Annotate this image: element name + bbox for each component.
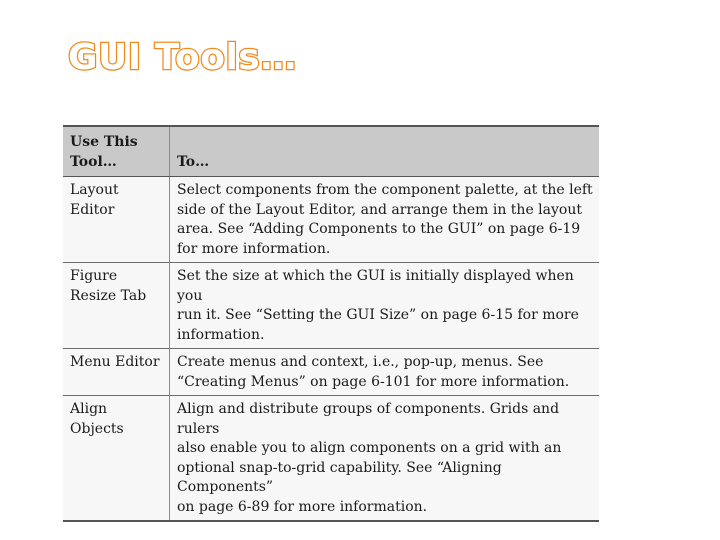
tool-name-cell: Layout Editor xyxy=(63,177,170,263)
slide-title: GUI Tools… xyxy=(68,37,297,78)
tool-description-cell: Align and distribute groups of components. Grids and rulers also enable you to align components on a grid with an optional snap-to-grid capability. See “Aligning Components” on page 6-89 for more information. xyxy=(170,396,600,522)
gui-tools-table xyxy=(63,125,599,522)
tool-name-cell: Figure Resize Tab xyxy=(63,263,170,349)
tool-description-cell: Create menus and context, i.e., pop-up, menus. See “Creating Menus” on page 6-101 for more information. xyxy=(170,349,600,396)
header-use-this-tool: Use This Tool… xyxy=(63,126,170,177)
header-to: To… xyxy=(170,126,600,177)
table-row xyxy=(63,349,599,396)
table-row xyxy=(63,396,599,522)
table-row xyxy=(63,263,599,349)
tool-name-cell: Menu Editor xyxy=(63,349,170,396)
table-row xyxy=(63,177,599,263)
tool-description-cell: Select components from the component palette, at the left side of the Layout Editor, and arrange them in the layout area. See “Adding Components to the GUI” on page 6-19 for more information. xyxy=(170,177,600,263)
tool-description-cell: Set the size at which the GUI is initially displayed when you run it. See “Setting the GUI Size” on page 6-15 for more information. xyxy=(170,263,600,349)
tool-name-cell: Align Objects xyxy=(63,396,170,522)
table-header-row xyxy=(63,126,599,177)
